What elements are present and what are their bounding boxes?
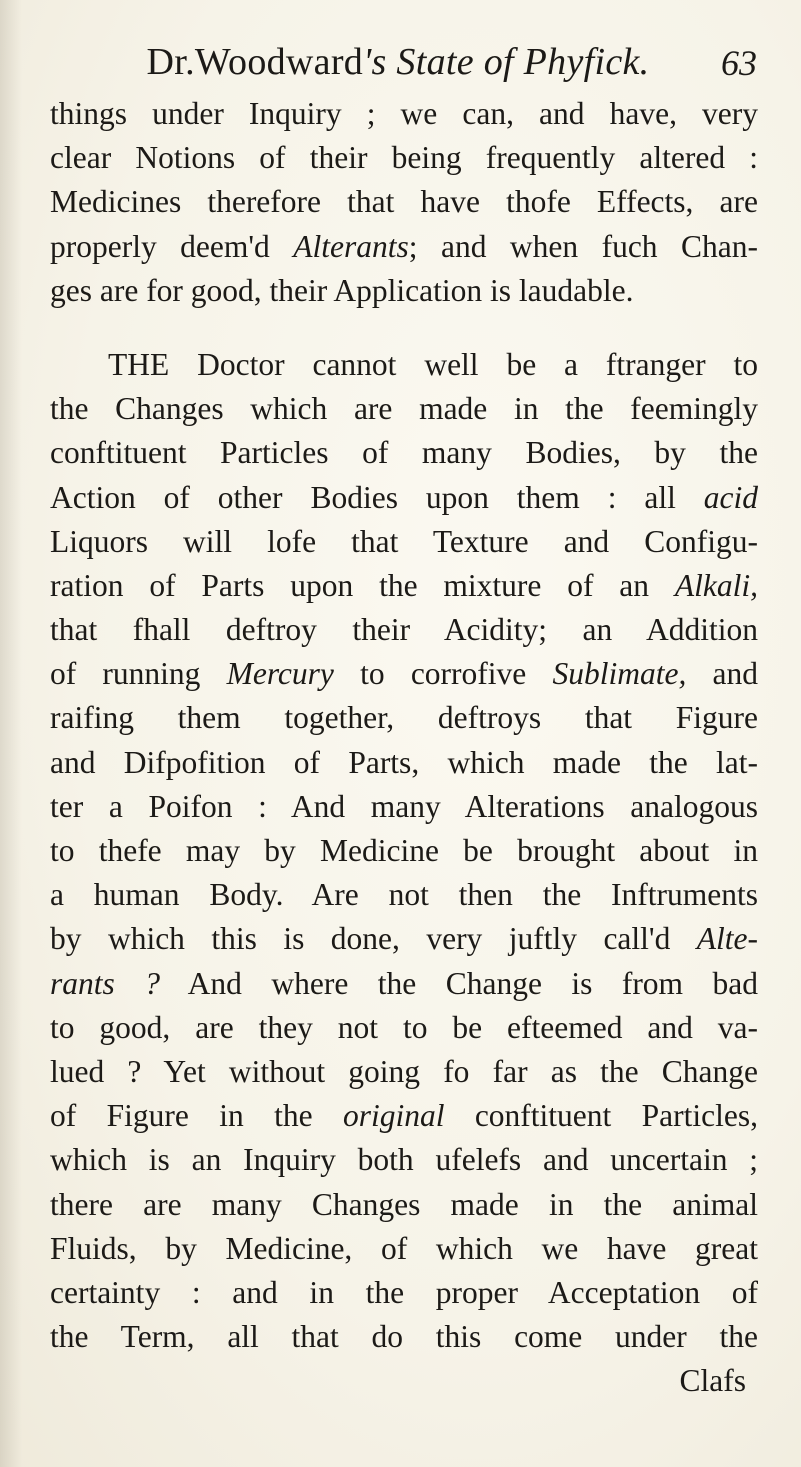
paragraph-spacer xyxy=(50,313,758,343)
text-segment: ; and when fuch Chan- xyxy=(408,228,758,264)
text-line xyxy=(50,652,758,696)
text-line xyxy=(50,225,758,269)
text-line xyxy=(50,564,758,608)
text-segment: the Changes which are made in the feemingly xyxy=(50,391,758,427)
text-segment: there are many Changes made in the animal xyxy=(50,1186,758,1222)
text-line xyxy=(50,1227,758,1271)
text-segment: acid xyxy=(703,479,758,515)
text-segment: to corrofive xyxy=(333,656,553,692)
text-segment: ter a Poifon : And many Alterations analogous xyxy=(50,788,758,824)
text-segment: lued ? Yet without going fo far as the Change xyxy=(50,1053,758,1089)
text-line xyxy=(50,785,758,829)
text-line xyxy=(50,387,758,431)
text-segment: to good, are they not to be efteemed and va- xyxy=(50,1009,758,1045)
text-segment: the Term, all that do this come under the xyxy=(50,1319,758,1355)
text-line xyxy=(50,873,758,917)
text-segment: Sublimate, xyxy=(552,656,687,692)
text-segment: THE Doctor cannot well be a ftranger to xyxy=(108,346,758,382)
text-segment: raifing them together, deftroys that Figure xyxy=(50,700,758,736)
running-head-title: 's State of xyxy=(363,41,514,83)
page-number: 63 xyxy=(721,43,757,83)
text-segment: Medicines therefore that have thofe Effects, are xyxy=(50,184,758,220)
running-head-dr: Dr. xyxy=(146,41,195,83)
text-line xyxy=(50,608,758,652)
text-segment: to thefe may by Medicine be brought about in xyxy=(50,833,758,868)
text-segment: which is an Inquiry both ufelefs and uncertain ; xyxy=(50,1142,758,1178)
text-segment: Alkali, xyxy=(674,567,758,603)
text-line xyxy=(50,1050,758,1094)
text-segment: rants ? xyxy=(50,965,160,1001)
text-segment: ration of Parts upon the mixture of an xyxy=(50,567,675,603)
text-line xyxy=(50,269,758,313)
text-line xyxy=(50,741,758,785)
gutter-shadow xyxy=(0,0,22,1467)
text-segment: ges are for good, their Application is laudable. xyxy=(50,272,634,308)
text-line xyxy=(50,962,758,1006)
text-segment: properly deem'd xyxy=(50,228,294,264)
text-segment: Alte- xyxy=(696,921,758,957)
running-head-author: Woodward xyxy=(194,41,364,83)
text-segment: that fhall deftroy their Acidity; an Addition xyxy=(50,612,758,648)
text-line xyxy=(50,343,758,387)
text-segment: of Figure in the xyxy=(50,1098,343,1134)
text-line xyxy=(50,829,758,873)
text-segment: Mercury xyxy=(226,656,334,692)
text-line xyxy=(50,431,758,475)
text-line xyxy=(50,520,758,564)
text-segment: Liquors will lofe that Texture and Configu- xyxy=(50,523,758,559)
running-head-subject: Phyfick. xyxy=(513,41,650,83)
text-line xyxy=(50,476,758,520)
text-line xyxy=(50,1315,758,1359)
text-line xyxy=(50,1271,758,1315)
text-segment: conftituent Particles, xyxy=(444,1098,758,1134)
paragraph-2 xyxy=(50,343,758,1359)
text-segment: Fluids, by Medicine, of which we have great xyxy=(50,1230,758,1266)
text-line xyxy=(50,92,758,136)
text-line xyxy=(50,1138,758,1182)
text-segment: things under Inquiry ; we can, and have, very xyxy=(50,96,758,131)
catchword: Clafs xyxy=(679,1363,746,1399)
page-header xyxy=(0,40,801,100)
text-segment: conftituent Particles of many Bodies, by the xyxy=(50,435,758,471)
text-line xyxy=(50,696,758,740)
text-line xyxy=(50,180,758,224)
text-segment: and Difpofition of Parts, which made the lat- xyxy=(50,744,758,780)
text-segment: clear Notions of their being frequently altered : xyxy=(50,140,758,176)
text-line xyxy=(50,1183,758,1227)
text-segment: and xyxy=(686,656,759,692)
text-line xyxy=(50,136,758,180)
text-line xyxy=(50,1006,758,1050)
paragraph-1 xyxy=(50,92,758,313)
body-text xyxy=(50,92,758,1403)
text-segment: of running xyxy=(50,656,227,692)
running-head xyxy=(88,40,708,84)
text-segment: original xyxy=(342,1098,445,1134)
text-segment: by which this is done, very juftly call'd xyxy=(50,921,697,957)
text-segment: And where the Change is from bad xyxy=(159,965,758,1001)
text-segment: Alterants xyxy=(293,228,409,264)
text-segment: certainty : and in the proper Acceptation of xyxy=(50,1274,758,1310)
text-line xyxy=(50,1094,758,1138)
text-segment: a human Body. Are not then the Inftruments xyxy=(50,877,758,913)
text-segment: Action of other Bodies upon them : all xyxy=(50,479,704,515)
text-line xyxy=(50,917,758,961)
